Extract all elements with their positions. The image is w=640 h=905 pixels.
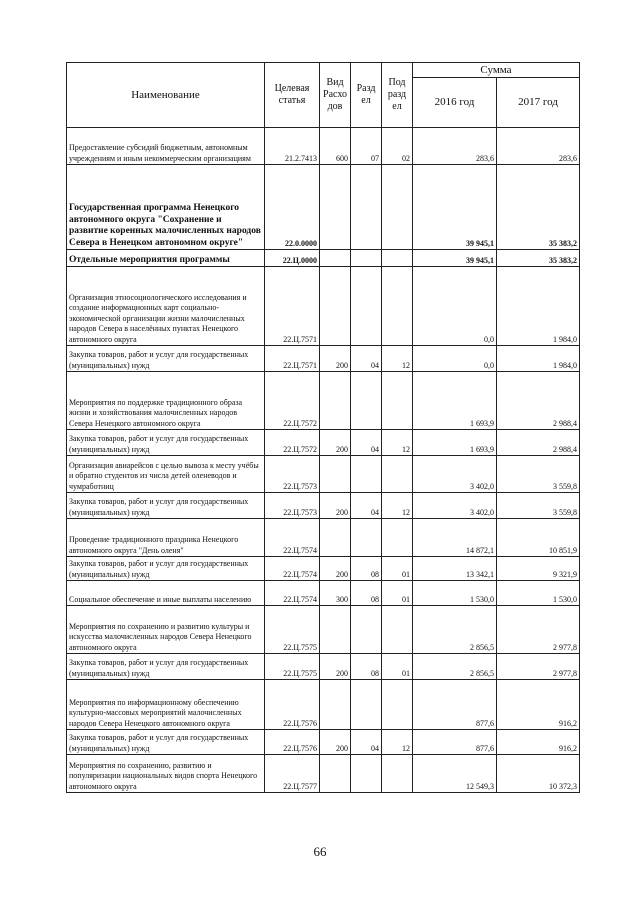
cell-razd xyxy=(351,372,382,430)
cell-target: 22.Ц.7572 xyxy=(265,372,320,430)
cell-razd: 04 xyxy=(351,430,382,456)
header-name: Наименование xyxy=(67,63,265,128)
table-row xyxy=(67,581,580,606)
cell-name: Закупка товаров, работ и услуг для государственных (муниципальных) нужд xyxy=(67,346,265,372)
cell-2017: 916,2 xyxy=(497,680,580,730)
cell-name: Мероприятия по сохранению, развитию и популяризации национальных видов спорта Ненецкого автономного округа xyxy=(67,755,265,793)
cell-2016: 13 342,1 xyxy=(413,557,497,581)
cell-vid xyxy=(320,372,351,430)
cell-2016: 877,6 xyxy=(413,680,497,730)
cell-name: Закупка товаров, работ и услуг для государственных (муниципальных) нужд xyxy=(67,730,265,755)
cell-2016: 1 693,9 xyxy=(413,430,497,456)
cell-name: Государственная программа Ненецкого автономного округа "Сохранение и развитие коренных малочисленных народов Севера в Ненецком автономном округе" xyxy=(67,165,265,250)
table-row xyxy=(67,456,580,493)
cell-2016: 877,6 xyxy=(413,730,497,755)
cell-vid xyxy=(320,606,351,654)
cell-2016: 39 945,1 xyxy=(413,250,497,267)
cell-name: Проведение традиционного праздника Ненецкого автономного округа "День оленя" xyxy=(67,519,265,557)
cell-2017: 10 372,3 xyxy=(497,755,580,793)
header-target: Целевая статья xyxy=(265,63,320,128)
cell-2017: 1 530,0 xyxy=(497,581,580,606)
cell-razd xyxy=(351,250,382,267)
page-number: 66 xyxy=(313,844,327,859)
cell-2017: 3 559,8 xyxy=(497,493,580,519)
header-row-top xyxy=(67,63,580,78)
cell-2016: 3 402,0 xyxy=(413,493,497,519)
cell-target: 22.Ц.7571 xyxy=(265,346,320,372)
cell-target: 22.Ц.7576 xyxy=(265,680,320,730)
cell-target: 22.Ц.7574 xyxy=(265,519,320,557)
cell-razd: 04 xyxy=(351,346,382,372)
cell-vid: 600 xyxy=(320,128,351,165)
cell-target: 22.Ц.7574 xyxy=(265,557,320,581)
cell-vid xyxy=(320,267,351,346)
cell-vid: 200 xyxy=(320,557,351,581)
cell-vid: 200 xyxy=(320,493,351,519)
cell-2016: 2 856,5 xyxy=(413,606,497,654)
cell-target: 22.0.0000 xyxy=(265,165,320,250)
cell-target: 22.Ц.7577 xyxy=(265,755,320,793)
table-row xyxy=(67,372,580,430)
table-row xyxy=(67,557,580,581)
cell-target: 22.Ц.7575 xyxy=(265,654,320,680)
cell-vid: 200 xyxy=(320,730,351,755)
cell-2017: 1 984,0 xyxy=(497,346,580,372)
cell-vid: 200 xyxy=(320,430,351,456)
cell-vid xyxy=(320,250,351,267)
cell-vid: 200 xyxy=(320,346,351,372)
cell-2017: 3 559,8 xyxy=(497,456,580,493)
cell-podrazd xyxy=(382,250,413,267)
cell-2016: 0,0 xyxy=(413,346,497,372)
cell-podrazd xyxy=(382,165,413,250)
cell-2016: 2 856,5 xyxy=(413,654,497,680)
cell-razd xyxy=(351,755,382,793)
table-row xyxy=(67,755,580,793)
cell-podrazd: 12 xyxy=(382,346,413,372)
cell-podrazd xyxy=(382,519,413,557)
cell-target: 22.Ц.7572 xyxy=(265,430,320,456)
cell-2017: 10 851,9 xyxy=(497,519,580,557)
cell-2017: 916,2 xyxy=(497,730,580,755)
cell-target: 22.Ц.7575 xyxy=(265,606,320,654)
cell-razd: 04 xyxy=(351,730,382,755)
cell-2017: 1 984,0 xyxy=(497,267,580,346)
cell-vid xyxy=(320,165,351,250)
cell-name: Мероприятия по поддержке традиционного образа жизни и хозяйствования малочисленных народов Севера Ненецкого автономного округа xyxy=(67,372,265,430)
table-row xyxy=(67,250,580,267)
cell-2017: 9 321,9 xyxy=(497,557,580,581)
header-podrazd: Под разд ел xyxy=(382,63,413,128)
cell-2016: 39 945,1 xyxy=(413,165,497,250)
cell-razd xyxy=(351,680,382,730)
cell-podrazd xyxy=(382,267,413,346)
cell-podrazd: 02 xyxy=(382,128,413,165)
header-sum: Сумма xyxy=(413,63,580,78)
cell-target: 22.Ц.7571 xyxy=(265,267,320,346)
cell-name: Отдельные мероприятия программы xyxy=(67,250,265,267)
table-row xyxy=(67,346,580,372)
cell-podrazd xyxy=(382,456,413,493)
cell-podrazd: 12 xyxy=(382,493,413,519)
cell-razd: 08 xyxy=(351,557,382,581)
cell-name: Предоставление субсидий бюджетным, автономным учреждениям и иным некоммерческим организациям xyxy=(67,128,265,165)
cell-podrazd xyxy=(382,606,413,654)
cell-2017: 2 977,8 xyxy=(497,654,580,680)
table-row xyxy=(67,165,580,250)
cell-vid xyxy=(320,755,351,793)
cell-podrazd xyxy=(382,372,413,430)
cell-target: 21.2.7413 xyxy=(265,128,320,165)
cell-vid: 200 xyxy=(320,654,351,680)
table-row xyxy=(67,519,580,557)
cell-name: Закупка товаров, работ и услуг для государственных (муниципальных) нужд xyxy=(67,430,265,456)
cell-razd xyxy=(351,456,382,493)
cell-vid xyxy=(320,519,351,557)
cell-razd xyxy=(351,165,382,250)
cell-podrazd: 01 xyxy=(382,581,413,606)
table-row xyxy=(67,128,580,165)
header-razd: Разд ел xyxy=(351,63,382,128)
cell-2017: 2 988,4 xyxy=(497,372,580,430)
cell-vid xyxy=(320,456,351,493)
header-vid: Вид Расхо дов xyxy=(320,63,351,128)
table-row xyxy=(67,680,580,730)
cell-target: 22.Ц.7573 xyxy=(265,456,320,493)
cell-2016: 12 549,3 xyxy=(413,755,497,793)
table-row xyxy=(67,267,580,346)
cell-2016: 283,6 xyxy=(413,128,497,165)
header-year-2017: 2017 год xyxy=(497,78,580,128)
cell-name: Социальное обеспечение и иные выплаты населению xyxy=(67,581,265,606)
cell-2017: 283,6 xyxy=(497,128,580,165)
cell-name: Организация авиарейсов с целью вывоза к месту учёбы и обратно студентов из числа детей оленеводов и чумработниц xyxy=(67,456,265,493)
cell-target: 22.Ц.7574 xyxy=(265,581,320,606)
cell-target: 22.Ц.7576 xyxy=(265,730,320,755)
table-row xyxy=(67,730,580,755)
table-row xyxy=(67,493,580,519)
cell-podrazd xyxy=(382,755,413,793)
cell-target: 22.Ц.0000 xyxy=(265,250,320,267)
table-row xyxy=(67,606,580,654)
cell-razd: 07 xyxy=(351,128,382,165)
cell-2017: 35 383,2 xyxy=(497,165,580,250)
table-body xyxy=(67,128,580,793)
cell-2016: 14 872,1 xyxy=(413,519,497,557)
cell-podrazd xyxy=(382,680,413,730)
cell-name: Закупка товаров, работ и услуг для государственных (муниципальных) нужд xyxy=(67,557,265,581)
cell-podrazd: 01 xyxy=(382,557,413,581)
cell-vid: 300 xyxy=(320,581,351,606)
header-year-2016: 2016 год xyxy=(413,78,497,128)
cell-razd: 04 xyxy=(351,493,382,519)
cell-name: Мероприятия по информационному обеспечению культурно-массовых мероприятий малочисленных народов Севера Ненецкого автономного округа xyxy=(67,680,265,730)
cell-podrazd: 12 xyxy=(382,430,413,456)
cell-2016: 0,0 xyxy=(413,267,497,346)
document-page xyxy=(66,62,579,793)
cell-razd xyxy=(351,267,382,346)
cell-razd: 08 xyxy=(351,581,382,606)
cell-name: Организация этносоциологического исследования и создание информационных карт социально-экономической организации жизни малочисленных народов Севера в населённых пунктах Ненецкого автономного округа xyxy=(67,267,265,346)
cell-2016: 1 530,0 xyxy=(413,581,497,606)
cell-name: Мероприятия по сохранению и развитию культуры и искусства малочисленных народов Севера Ненецкого автономного округа xyxy=(67,606,265,654)
cell-name: Закупка товаров, работ и услуг для государственных (муниципальных) нужд xyxy=(67,493,265,519)
cell-razd: 08 xyxy=(351,654,382,680)
cell-name: Закупка товаров, работ и услуг для государственных (муниципальных) нужд xyxy=(67,654,265,680)
cell-2016: 3 402,0 xyxy=(413,456,497,493)
cell-2017: 35 383,2 xyxy=(497,250,580,267)
cell-podrazd: 12 xyxy=(382,730,413,755)
cell-2017: 2 977,8 xyxy=(497,606,580,654)
budget-table xyxy=(66,62,580,793)
cell-podrazd: 01 xyxy=(382,654,413,680)
table-row xyxy=(67,654,580,680)
cell-razd xyxy=(351,606,382,654)
cell-2016: 1 693,9 xyxy=(413,372,497,430)
table-row xyxy=(67,430,580,456)
cell-2017: 2 988,4 xyxy=(497,430,580,456)
cell-vid xyxy=(320,680,351,730)
cell-razd xyxy=(351,519,382,557)
cell-target: 22.Ц.7573 xyxy=(265,493,320,519)
